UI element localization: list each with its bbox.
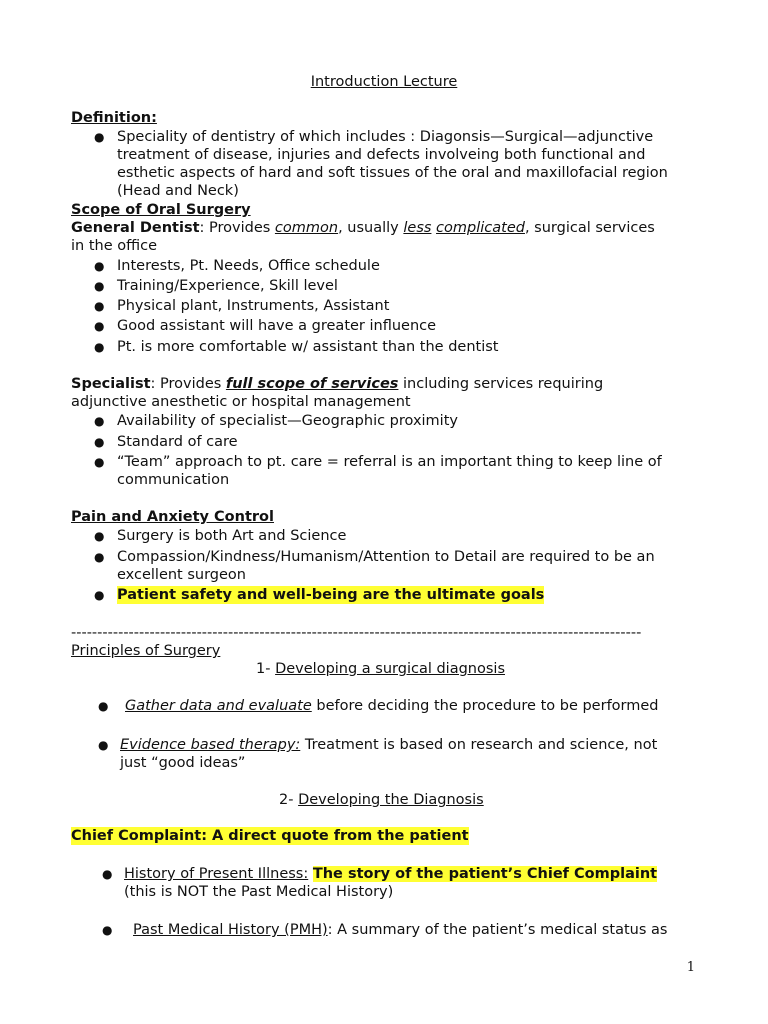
hpi-highlight: The story of the patient’s Chief Complaint — [312, 866, 658, 882]
text-run: before deciding the procedure to be performed — [311, 698, 659, 714]
scope-heading: Scope of Oral Surgery — [71, 202, 251, 218]
bullet: ● — [94, 279, 105, 293]
step-title: Developing a surgical diagnosis — [275, 661, 505, 677]
text-run: : A summary of the patient’s medical status as — [327, 922, 668, 938]
bullet: ● — [94, 259, 105, 273]
definition-text-line-4: (Head and Neck) — [117, 183, 239, 199]
bullet: ● — [94, 455, 105, 469]
bullet: ● — [94, 130, 105, 144]
bullet: ● — [98, 738, 109, 752]
bullet: ● — [94, 414, 105, 428]
bullet: ● — [94, 550, 105, 564]
general-dentist-line — [71, 219, 655, 237]
list-item: Surgery is both Art and Science — [117, 528, 347, 544]
text-run: , surgical services — [524, 220, 655, 236]
emphasis-less: less — [403, 220, 432, 236]
chief-complaint: Chief Complaint: A direct quote from the patient — [71, 828, 469, 844]
definition-heading: Definition: — [71, 110, 157, 126]
bullet: ● — [94, 299, 105, 313]
gather-data-label: Gather data and evaluate — [125, 698, 312, 714]
definition-text-line-1: Speciality of dentistry of which includes : Diagonsis—Surgical—adjunctive — [117, 129, 654, 145]
highlighted-goal: Patient safety and well-being are the ultimate goals — [117, 587, 545, 603]
list-item: Training/Experience, Skill level — [117, 278, 338, 294]
list-item: Availability of specialist—Geographic proximity — [117, 413, 458, 429]
evidence-line-2: just “good ideas” — [120, 755, 246, 771]
bullet: ● — [94, 319, 105, 333]
bullet: ● — [102, 923, 113, 937]
step-2-heading — [279, 791, 484, 809]
emphasis-full-scope: full scope of services — [225, 376, 399, 392]
list-item: Interests, Pt. Needs, Office schedule — [117, 258, 380, 274]
hpi-note: (this is NOT the Past Medical History) — [124, 884, 394, 900]
bullet: ● — [94, 435, 105, 449]
bullet: ● — [102, 867, 113, 881]
list-item-continuation: communication — [117, 472, 230, 488]
text-run: , usually — [338, 220, 404, 236]
principles-heading: Principles of Surgery — [71, 643, 221, 659]
specialist-line — [71, 375, 603, 393]
bullet: ● — [94, 529, 105, 543]
list-item-continuation: excellent surgeon — [117, 567, 246, 583]
specialist-label: Specialist — [71, 376, 151, 392]
bullet: ● — [94, 340, 105, 354]
step-number: 2- — [279, 792, 299, 808]
definition-text-line-2: treatment of disease, injuries and defects involveing both functional and — [117, 147, 646, 163]
text-run: Treatment is based on research and science, not — [300, 737, 658, 753]
emphasis-complicated: complicated — [436, 220, 525, 236]
hpi-label: History of Present Illness: — [124, 866, 309, 882]
pmh-label: Past Medical History (PMH) — [133, 922, 328, 938]
list-item: Physical plant, Instruments, Assistant — [117, 298, 390, 314]
general-dentist-label: General Dentist — [71, 220, 200, 236]
emphasis-common: common — [274, 220, 339, 236]
text-run: : Provides — [199, 220, 275, 236]
definition-text-line-3: esthetic aspects of hard and soft tissues of the oral and maxillofacial region — [117, 165, 668, 181]
specialist-line-2: adjunctive anesthetic or hospital management — [71, 394, 411, 410]
pmh-line — [133, 921, 667, 939]
list-item: Pt. is more comfortable w/ assistant than the dentist — [117, 339, 499, 355]
general-dentist-line-2: in the office — [71, 238, 158, 254]
text-run: including services requiring — [398, 376, 604, 392]
text-run: : Provides — [150, 376, 226, 392]
bullet: ● — [94, 588, 105, 602]
page-number: 1 — [686, 960, 695, 975]
gather-data-line — [125, 697, 659, 715]
list-item: Good assistant will have a greater influence — [117, 318, 437, 334]
evidence-line — [120, 736, 657, 754]
hpi-line — [124, 865, 657, 883]
step-title: Developing the Diagnosis — [298, 792, 484, 808]
list-item: “Team” approach to pt. care = referral is an important thing to keep line of — [117, 454, 662, 470]
page-title: Introduction Lecture — [310, 74, 458, 90]
evidence-label: Evidence based therapy: — [120, 737, 301, 753]
pain-anxiety-heading: Pain and Anxiety Control — [71, 509, 274, 525]
step-1-heading — [256, 660, 505, 678]
dashed-divider: ------------------------------------------------------------------------------------------------------------- — [71, 625, 642, 641]
step-number: 1- — [256, 661, 276, 677]
list-item: Standard of care — [117, 434, 238, 450]
bullet: ● — [98, 699, 109, 713]
list-item: Compassion/Kindness/Humanism/Attention to Detail are required to be an — [117, 549, 655, 565]
